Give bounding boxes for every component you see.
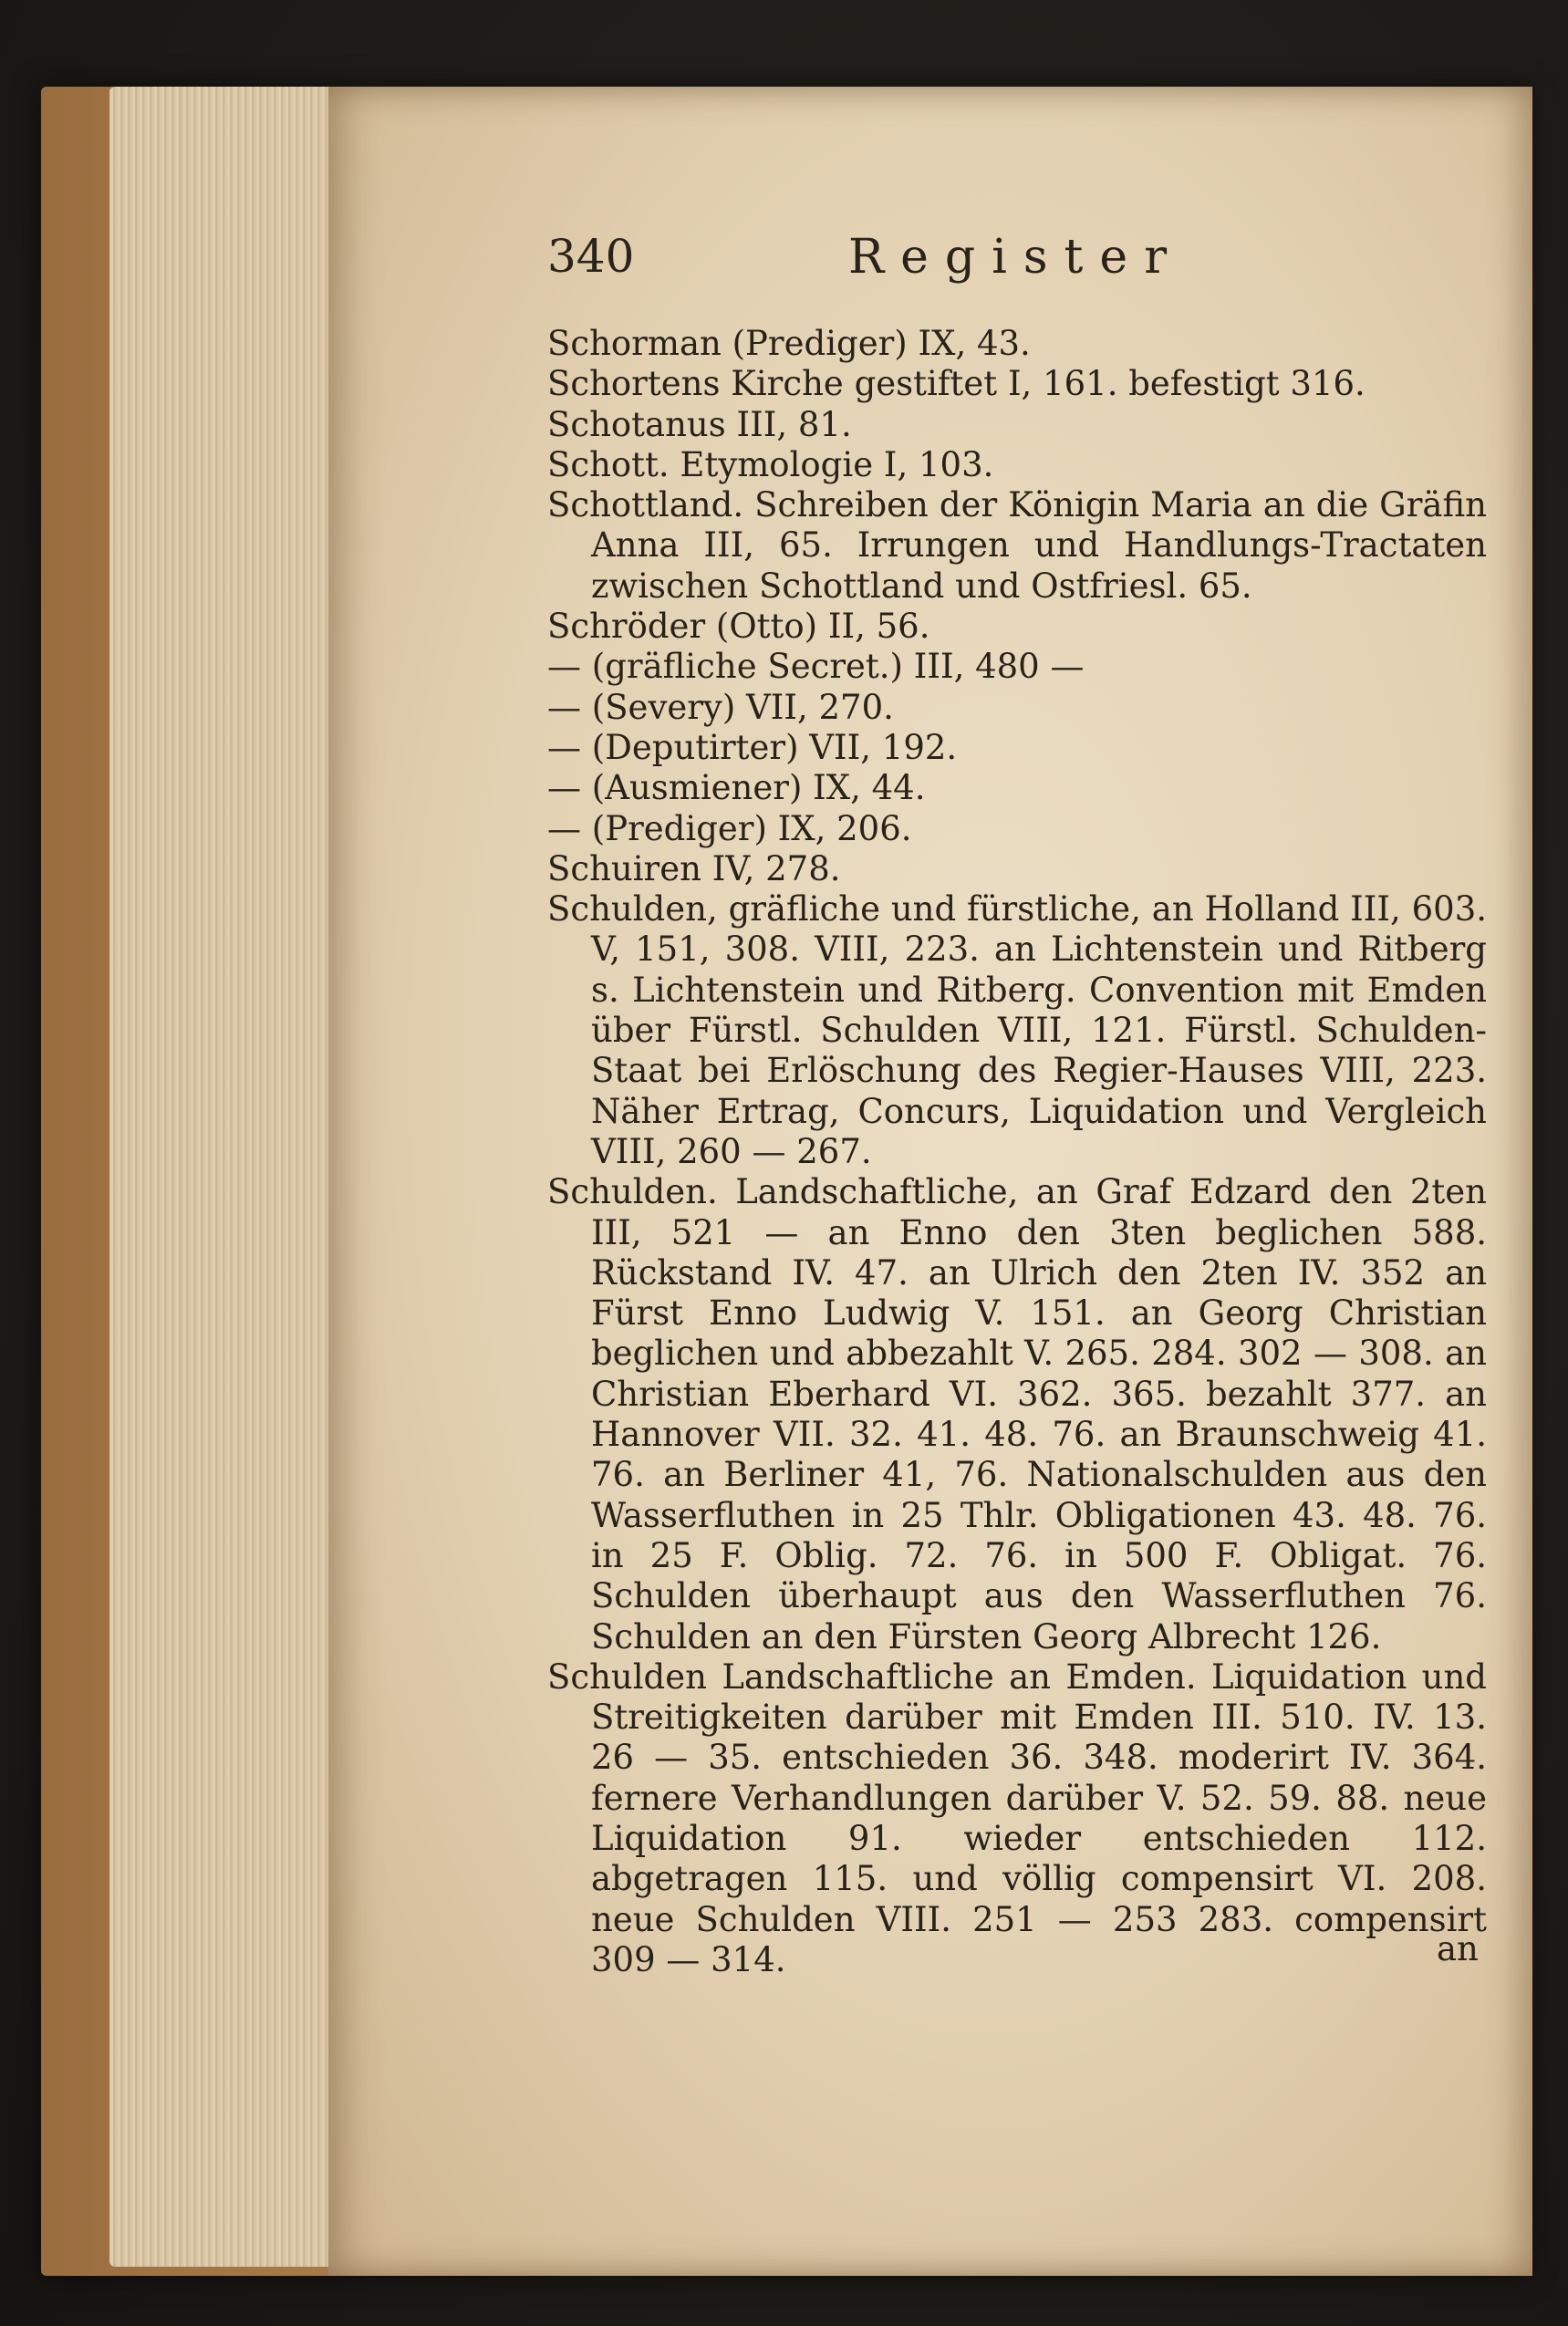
page-edges bbox=[109, 87, 337, 2267]
register-entry: Schröder (Otto) II, 56. bbox=[547, 607, 930, 647]
register-entry: — (gräfliche Secret.) III, 480 — bbox=[547, 647, 1085, 687]
register-entry: — (Prediger) IX, 206. bbox=[547, 808, 912, 848]
page-header bbox=[547, 230, 1186, 294]
register-entry: Schott. Etymologie I, 103. bbox=[547, 444, 994, 484]
register-entry: Schulden, gräfliche und fürstliche, an Holland III, 603. V, 151, 308. VIII, 223. an Lichtenstein und Ritberg s. Lichtenstein und Ritberg. Convention mit Emden über Fürstl. Schulden VIII, 121. Fürstl. Schulden-Staat bei Erlöschung des Regier-Hauses VIII, 223. Näher Ertrag, Concurs, Liquidation und Vergleich VIII, 260 — 267. bbox=[547, 889, 1487, 1171]
catchword: an bbox=[1437, 1929, 1479, 1968]
register-entry: Schotanus III, 81. bbox=[547, 404, 852, 444]
register-entries bbox=[547, 324, 1487, 1980]
register-entry: Schortens Kirche gestiftet I, 161. befestigt 316. bbox=[547, 364, 1366, 404]
register-entry: Schulden Landschaftliche an Emden. Liquidation und Streitigkeiten darüber mit Emden III. 510. IV. 13. 26 — 35. entschieden 36. 348. moderirt IV. 364. fernere Verhandlungen darüber V. 52. 59. 88. neue Liquidation 91. wieder entschieden 112. abgetragen 115. und völlig compensirt VI. 208. neue Schulden VIII. 251 — 253 283. compensirt 309 — 314. bbox=[547, 1656, 1487, 1979]
register-entry: Schottland. Schreiben der Königin Maria an die Gräfin Anna III, 65. Irrungen und Handlungs-Tractaten zwischen Schottland und Ostfriesl. 65. bbox=[547, 485, 1487, 606]
register-entry: Schuiren IV, 278. bbox=[547, 848, 841, 888]
running-head: Register bbox=[848, 230, 1184, 285]
register-entry: Schulden. Landschaftliche, an Graf Edzard den 2ten III, 521 — an Enno den 3ten beglichen 588. Rückstand IV. 47. an Ulrich den 2ten IV. 352 an Fürst Enno Ludwig V. 151. an Georg Christian beglichen und abbezahlt V. 265. 284. 302 — 308. an Christian Eberhard VI. 362. 365. bezahlt 377. an Hannover VII. 32. 41. 48. 76. an Braunschweig 41. 76. an Berliner 41, 76. Nationalschulden aus den Wasserfluthen in 25 Thlr. Obligationen 43. 48. 76. in 25 F. Oblig. 72. 76. in 500 F. Obligat. 76. Schulden überhaupt aus den Wasserfluthen 76. Schulden an den Fürsten Georg Albrecht 126. bbox=[547, 1172, 1487, 1656]
page-number: 340 bbox=[547, 230, 635, 283]
register-entry: — (Ausmiener) IX, 44. bbox=[547, 768, 926, 808]
register-entry: — (Severy) VII, 270. bbox=[547, 687, 894, 727]
register-entry: Schorman (Prediger) IX, 43. bbox=[547, 324, 1031, 363]
register-entry: — (Deputirter) VII, 192. bbox=[547, 727, 958, 767]
